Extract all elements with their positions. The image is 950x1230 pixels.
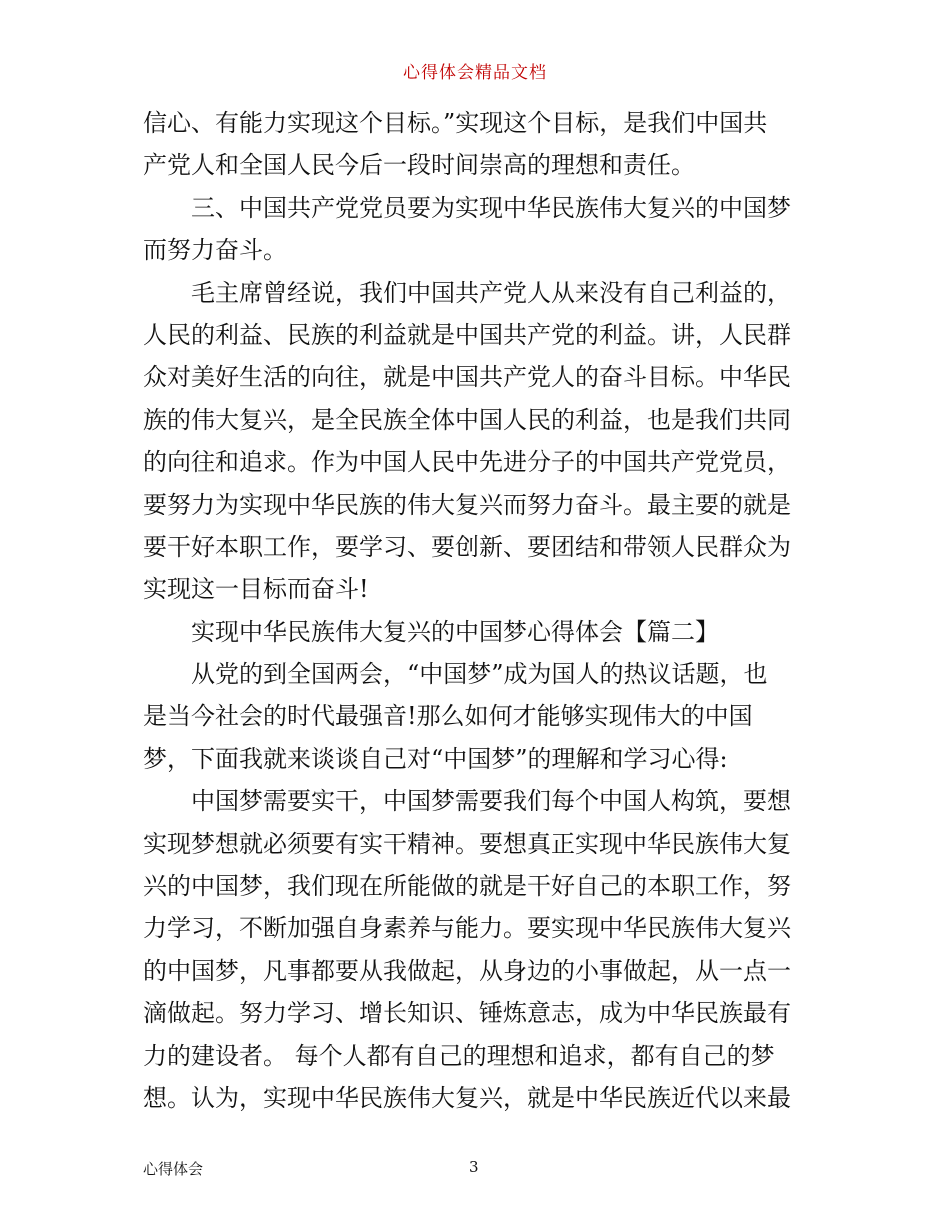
text-line: 要努力为实现中华民族的伟大复兴而努力奋斗。最主要的就是 xyxy=(143,490,791,519)
text-line: 是当今社会的时代最强音!那么如何才能够实现伟大的中国 xyxy=(143,702,753,731)
document-header: 心得体会精品文档 xyxy=(403,63,547,83)
text-line: 的中国梦，凡事都要从我做起，从身边的小事做起，从一点一 xyxy=(143,956,791,985)
text-line: 实现这一目标而奋斗! xyxy=(143,575,369,604)
text-line: 的向往和追求。作为中国人民中先进分子的中国共产党党员， xyxy=(143,448,791,477)
text-line: 想。认为，实现中华民族伟大复兴，就是中华民族近代以来最 xyxy=(143,1083,791,1112)
text-line: 梦，下面我就来谈谈自己对“中国梦”的理解和学习心得: xyxy=(143,744,728,773)
page-number: 3 xyxy=(469,1158,479,1176)
text-line: 众对美好生活的向往，就是中国共产党人的奋斗目标。中华民 xyxy=(143,363,791,392)
text-line: 力学习，不断加强自身素养与能力。要实现中华民族伟大复兴 xyxy=(143,914,791,943)
text-line: 兴的中国梦，我们现在所能做的就是干好自己的本职工作，努 xyxy=(143,872,791,901)
text-line: 族的伟大复兴，是全民族全体中国人民的利益，也是我们共同 xyxy=(143,405,791,434)
text-line: 从党的到全国两会，“中国梦”成为国人的热议话题，也 xyxy=(191,660,768,689)
text-line: 三、中国共产党党员要为实现中华民族伟大复兴的中国梦 xyxy=(191,193,791,222)
text-line: 而努力奋斗。 xyxy=(143,236,287,265)
text-line: 中国梦需要实干，中国梦需要我们每个中国人构筑，要想 xyxy=(191,787,791,816)
text-line: 要干好本职工作，要学习、要创新、要团结和带领人民群众为 xyxy=(143,532,791,561)
text-line: 产党人和全国人民今后一段时间崇高的理想和责任。 xyxy=(143,151,695,180)
text-line: 信心、有能力实现这个目标。”实现这个目标，是我们中国共 xyxy=(143,109,768,137)
text-line: 毛主席曾经说，我们中国共产党人从来没有自己利益的， xyxy=(191,278,791,307)
footer-label: 心得体会 xyxy=(143,1160,204,1178)
text-line: 滴做起。努力学习、增长知识、锤炼意志，成为中华民族最有 xyxy=(143,999,791,1028)
text-line: 实现梦想就必须要有实干精神。要想真正实现中华民族伟大复 xyxy=(143,829,791,858)
text-line: 实现中华民族伟大复兴的中国梦心得体会【篇二】 xyxy=(191,617,719,646)
text-line: 力的建设者。 每个人都有自己的理想和追求，都有自己的梦 xyxy=(143,1041,775,1070)
document-body xyxy=(143,102,813,1119)
text-line: 人民的利益、民族的利益就是中国共产党的利益。讲，人民群 xyxy=(143,320,791,349)
